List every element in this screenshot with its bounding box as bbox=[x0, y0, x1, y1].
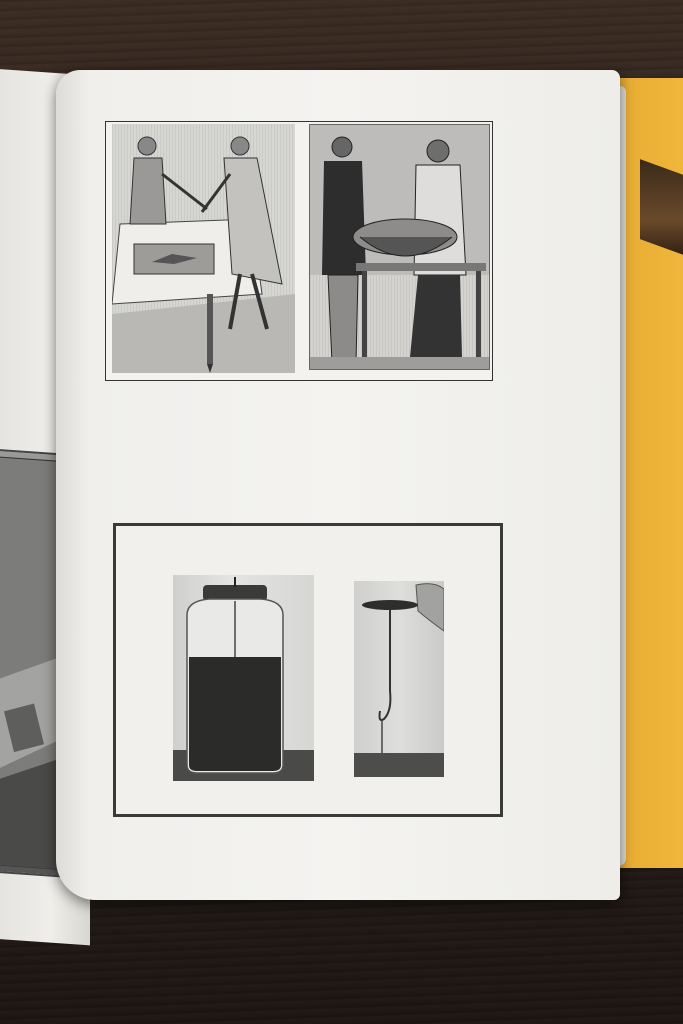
photo-leyden-jar-rod bbox=[354, 581, 444, 777]
leyden-jar-art bbox=[173, 575, 314, 781]
figure-engravings bbox=[105, 121, 493, 381]
leyden-rod-art bbox=[354, 581, 444, 777]
engraving-basin-art bbox=[310, 125, 489, 369]
left-page-text bbox=[0, 121, 56, 125]
figure-leyden-jars bbox=[113, 523, 503, 817]
photo-leyden-jar bbox=[173, 575, 314, 781]
engraving-two-men-basin bbox=[309, 124, 490, 370]
engraving-frog-art bbox=[112, 124, 295, 373]
engraving-frog-experiment bbox=[112, 124, 295, 373]
